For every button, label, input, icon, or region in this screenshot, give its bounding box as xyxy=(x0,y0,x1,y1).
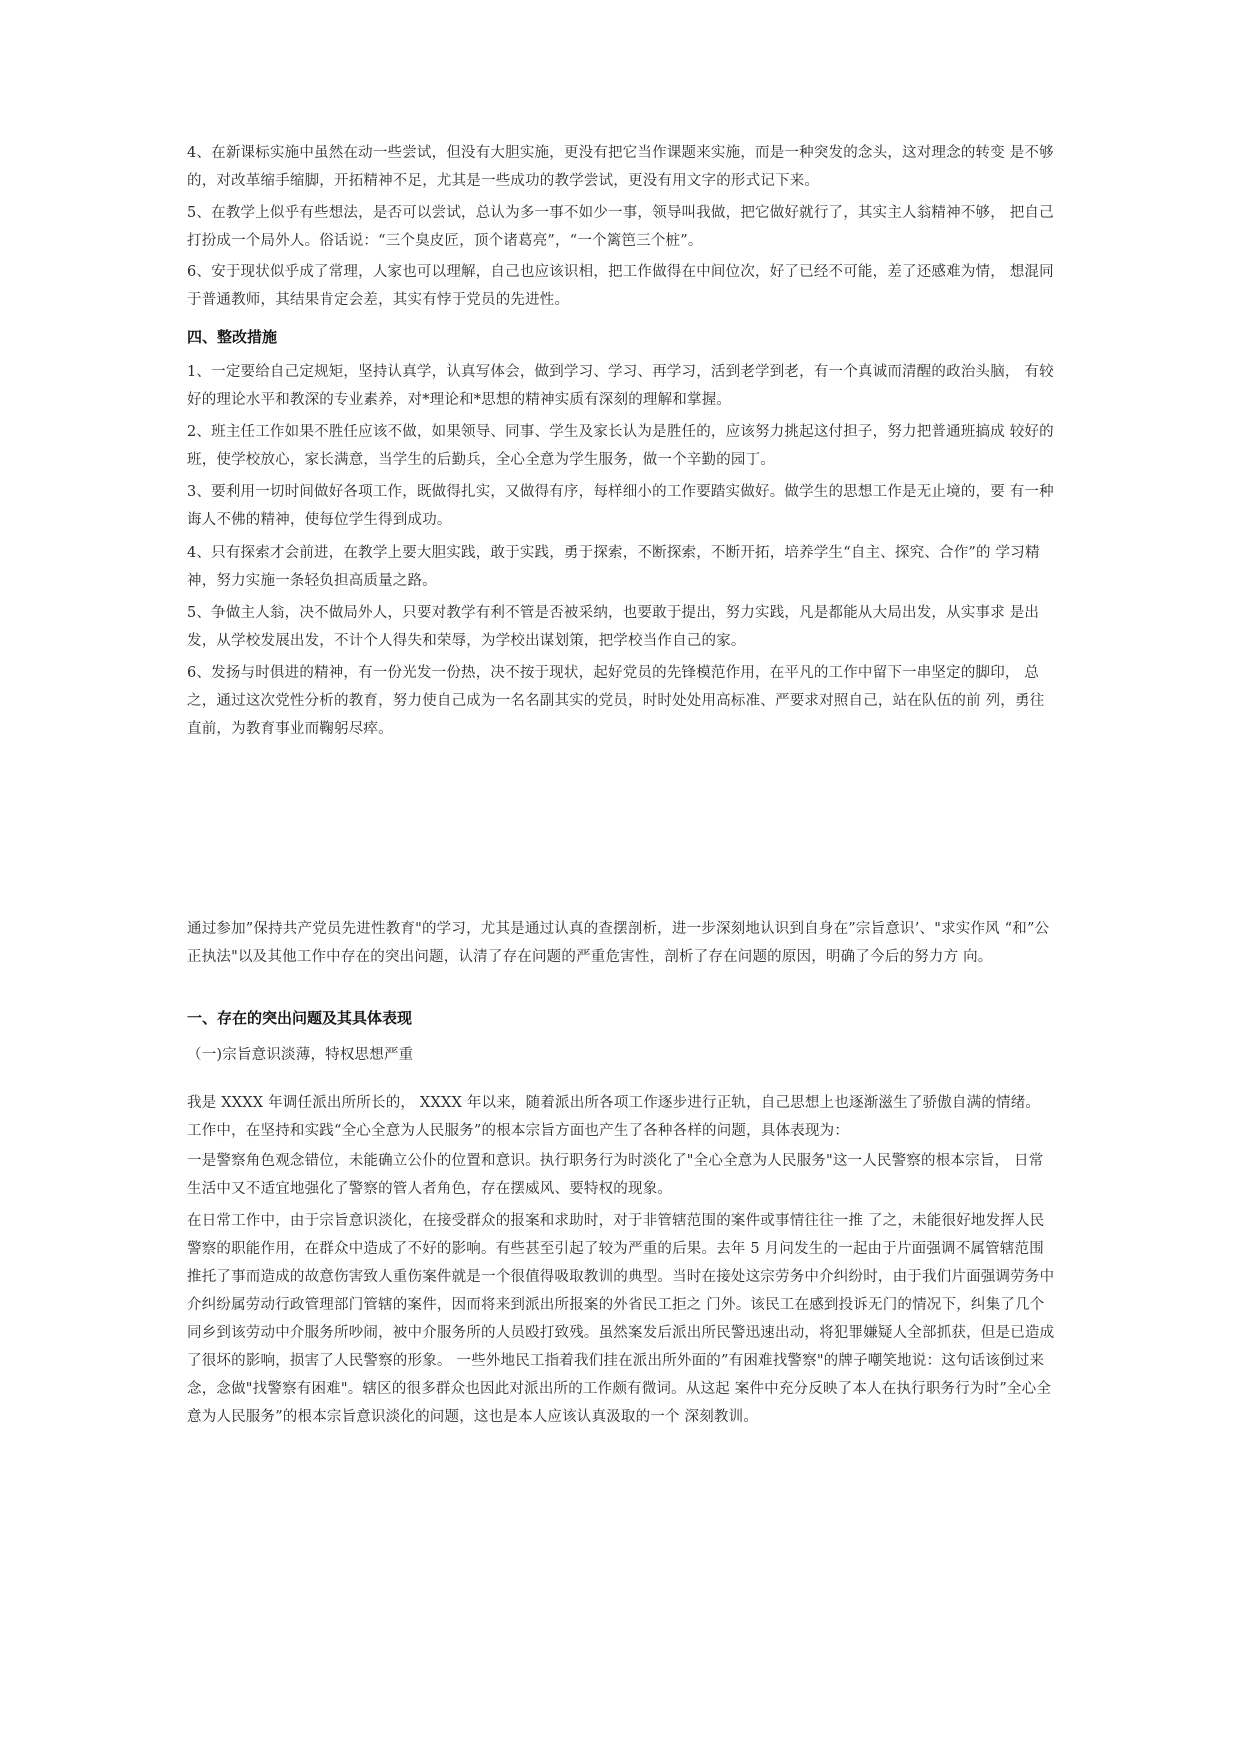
section1-item-4: 4、在新课标实施中虽然在动一些尝试，但没有大胆实施，更没有把它当作课题来实施，而是一种突发的念头，这对理念的转变 是不够的，对改革缩手缩脚，开拓精神不足，尤其是一些成功的教学尝试，更没有用文字的形式记下来。 xyxy=(187,145,1054,189)
rectification-item-2: 2、班主任工作如果不胜任应该不做，如果领导、同事、学生及家长认为是胜任的，应该努力挑起这付担子，努力把普通班搞成 较好的班，使学校放心，家长满意，当学生的后勤兵，全心全意为学生服务，做一个辛勤的园丁。 xyxy=(187,424,1054,468)
rectification-item-6: 6、发扬与时俱进的精神，有一份光发一份热，决不按于现状，起好党员的先锋模范作用，在平凡的工作中留下一串坚定的脚印， 总之，通过这次党性分析的教育，努力使自己成为一名名副其实的党员，时时处处用高标准、严要求对照自己，站在队伍的前 列，勇往直前，为教育事业而鞠躬尽瘁。 xyxy=(187,665,1045,737)
section1-item-5: 5、在教学上似乎有些想法，是否可以尝试，总认为多一事不如少一事，领导叫我做，把它做好就行了，其实主人翁精神不够， 把自己打扮成一个局外人。俗话说：“三个臭皮匠，顶个诸葛亮”，“一个篱笆三个桩”。 xyxy=(187,205,1054,249)
rectification-item-5: 5、争做主人翁，决不做局外人，只要对教学有利不管是否被采纳，也要敢于提出，努力实践，凡是都能从大局出发，从实事求 是出发，从学校发展出发，不计个人得失和荣辱，为学校出谋划策，把学校当作自己的家。 xyxy=(187,605,1040,649)
essay-paragraph-2: 一是警察角色观念错位，未能确立公仆的位置和意识。执行职务行为时淡化了"全心全意为人民服务"这一人民警察的根本宗旨， 日常生活中又不适宜地强化了警察的管人者角色，存在摆威风、要特权的现象。 xyxy=(187,1153,1044,1197)
section-heading-problems: 一、存在的突出问题及其具体表现 xyxy=(187,1009,413,1027)
essay-intro: 通过参加”保持共产党员先进性教育"的学习，尤其是通过认真的查摆剖析，进一步深刻地认识到自身在”宗旨意识’、"求实作风 “和”公正执法"以及其他工作中存在的突出问题，认清了存在问题的严重危害性，剖析了存在问题的原因，明确了今后的努力方 向。 xyxy=(187,921,1050,965)
section-heading-rectification: 四、整改措施 xyxy=(187,328,278,346)
section1-item-6: 6、安于现状似乎成了常理，人家也可以理解，自己也应该识相，把工作做得在中间位次，好了已经不可能，差了还感难为情， 想混同于普通教师，其结果肯定会差，其实有悖于党员的先进性。 xyxy=(187,264,1054,308)
rectification-item-4: 4、只有探索才会前进，在教学上要大胆实践，敢于实践，勇于探索，不断探索，不断开拓，培养学生“自主、探究、合作”的 学习精神，努力实施一条轻负担高质量之路。 xyxy=(187,545,1040,589)
rectification-item-1: 1、一定要给自己定规矩，坚持认真学，认真写体会，做到学习、学习、再学习，活到老学到老，有一个真诚而清醒的政治头脑， 有较好的理论水平和教深的专业素养，对*理论和*思想的精神实质有深刻的理解和掌握。 xyxy=(187,364,1054,408)
subheading-purpose-awareness: （一)宗旨意识淡薄，特权思想严重 xyxy=(187,1047,414,1063)
rectification-item-3: 3、要利用一切时间做好各项工作，既做得扎实，又做得有序，每样细小的工作要踏实做好。做学生的思想工作是无止境的，要 有一种诲人不佛的精神，使每位学生得到成功。 xyxy=(187,484,1054,528)
essay-paragraph-3: 在日常工作中，由于宗旨意识淡化，在接受群众的报案和求助时，对于非管辖范围的案件或事情往往一推 了之，未能很好地发挥人民警察的职能作用，在群众中造成了不好的影响。有些甚至引起了较为严重的后果。去年 5 月问发生的一起由于片面强调不属管辖范围推托了事而造成的故意伤害致人重伤案件就是一个很值得吸取教训的典型。当时在接处这宗劳务中介纠纷时，由于我们片面强调劳务中介纠纷属劳动行政管理部门管辖的案件，因而将来到派出所报案的外省民工拒之 门外。该民工在感到投诉无门的情况下，纠集了几个同乡到该劳动中介服务所吵闹，被中介服务所的人员殴打致残。虽然案发后派出所民警迅速出动，将犯罪嫌疑人全部抓获，但是已造成了很坏的影响，损害了人民警察的形象。 一些外地民工指着我们挂在派出所外面的”有困难找警察"的牌子嘲笑地说：这句话该倒过来念，念做"找警察有困难"。辖区的很多群众也因此对派出所的工作颇有微词。从这起 案件中充分反映了本人在执行职务行为时”全心全意为人民服务”的根本宗旨意识淡化的问题，这也是本人应该认真汲取的一个 深刻教训。 xyxy=(187,1213,1055,1425)
essay-paragraph-1: 我是 XXXX 年调任派出所所长的， XXXX 年以来，随着派出所各项工作逐步进行正轨，自己思想上也逐渐滋生了骄傲自满的情绪。 工作中，在坚持和实践“全心全意为人民服务”的根本宗旨方面也产生了各种各样的问题，具体表现为： xyxy=(187,1095,1041,1139)
